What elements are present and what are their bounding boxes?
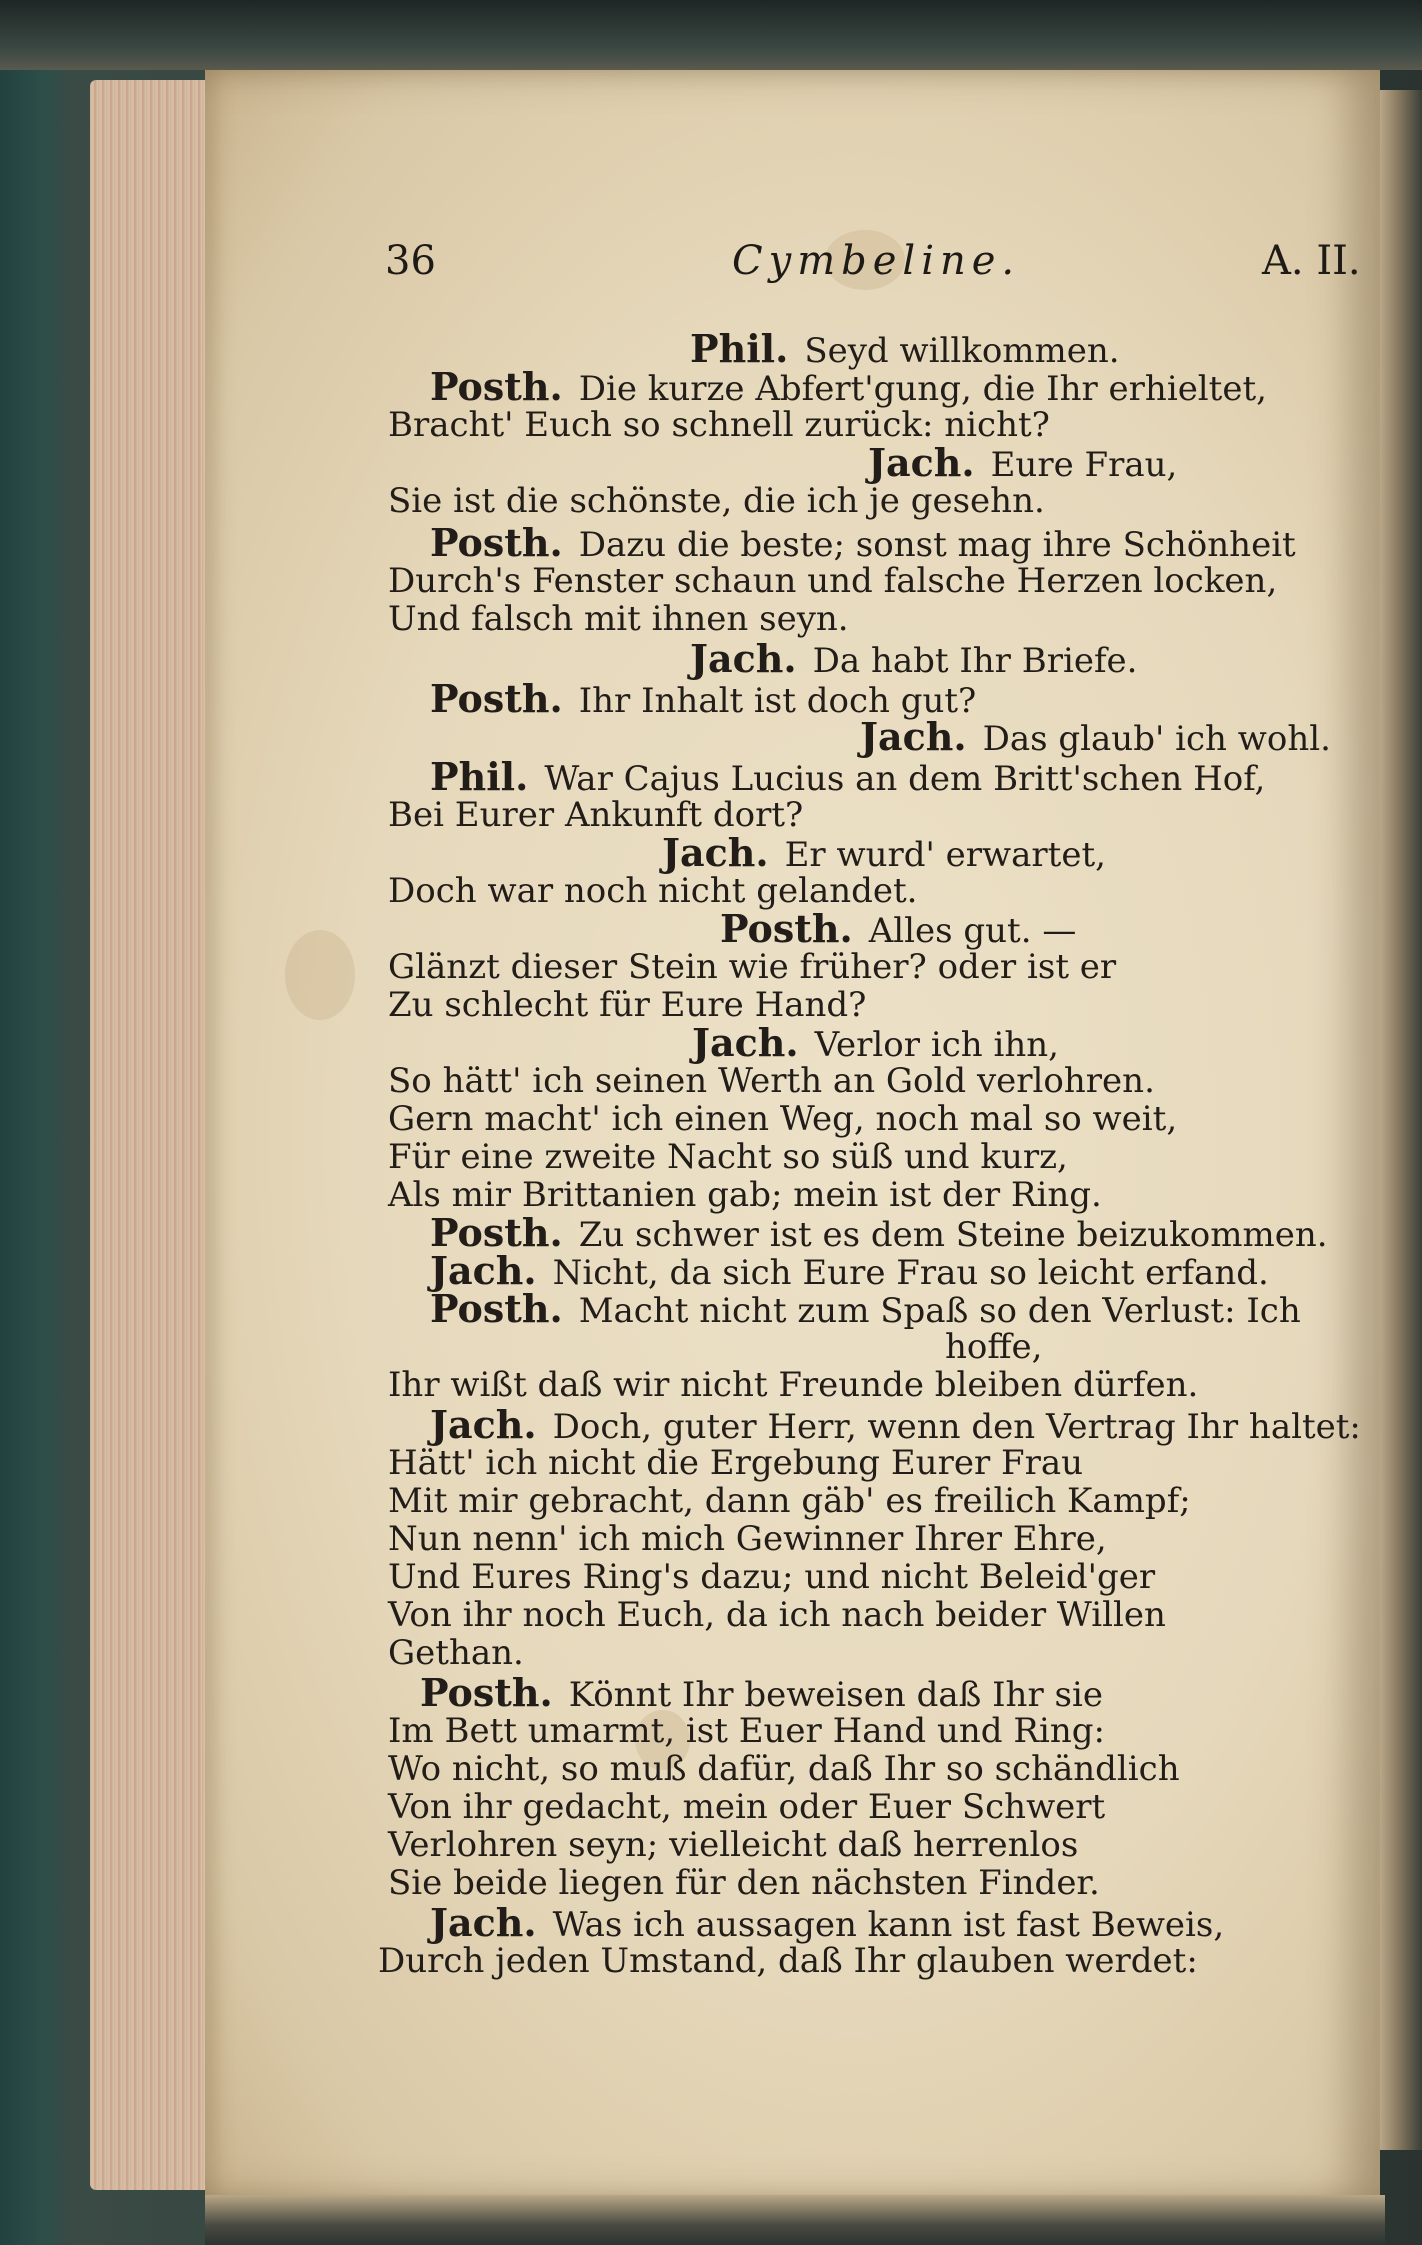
line-text: Glänzt dieser Stein wie früher? oder ist er (388, 947, 1117, 987)
line-text: Nicht, da sich Eure Frau so leicht erfand. (552, 1253, 1269, 1293)
dialogue-line (388, 1520, 1107, 1558)
line-text: Dazu die beste; sonst mag ihre Schönheit (578, 525, 1296, 565)
dialogue-line (388, 1444, 1083, 1482)
dialogue-line (388, 1634, 524, 1672)
book-cover-top (0, 0, 1422, 70)
speaker-name: Jach. (662, 830, 769, 875)
line-text: Zu schwer ist es dem Steine beizukommen. (578, 1215, 1328, 1255)
dialogue-line (388, 482, 1045, 520)
page-edges (90, 80, 220, 2190)
line-text: Nun nenn' ich mich Gewinner Ihrer Ehre, (388, 1519, 1107, 1559)
line-text: Könnt Ihr beweisen daß Ihr sie (568, 1675, 1103, 1715)
dialogue-line (388, 1138, 1068, 1176)
speaker-name: Jach. (692, 1020, 799, 1065)
dialogue-line (378, 1942, 1198, 1980)
dialogue-line (388, 1788, 1105, 1826)
book-bottom-edge (205, 2195, 1385, 2245)
speaker-name: Jach. (868, 440, 975, 485)
dialogue-line (690, 326, 1120, 371)
page-stain (285, 930, 355, 1020)
line-text: Die kurze Abfert'gung, die Ihr erhieltet, (578, 369, 1267, 409)
line-text: Ihr Inhalt ist doch gut? (578, 681, 977, 721)
dialogue-line (430, 1900, 1225, 1945)
line-text: Wo nicht, so muß dafür, daß Ihr so schändlich (388, 1749, 1180, 1789)
line-text: Und falsch mit ihnen seyn. (388, 599, 849, 639)
speaker-name: Jach. (430, 1402, 537, 1447)
line-text: Und Eures Ring's dazu; und nicht Beleid'ger (388, 1557, 1156, 1597)
dialogue-line (868, 440, 1178, 485)
line-text: Mit mir gebracht, dann gäb' es freilich Kampf; (388, 1481, 1191, 1521)
line-text: Doch war noch nicht gelandet. (388, 871, 918, 911)
dialogue-line (430, 1286, 1301, 1331)
dialogue-line (388, 1864, 1100, 1902)
dialogue-line (388, 1596, 1166, 1634)
act-label: A. II. (1262, 238, 1361, 284)
line-text: Von ihr gedacht, mein oder Euer Schwert (388, 1787, 1106, 1827)
speaker-name: Phil. (430, 754, 529, 799)
line-text: Hätt' ich nicht die Ergebung Eurer Frau (388, 1443, 1084, 1483)
line-text: Was ich aussagen kann ist fast Beweis, (552, 1905, 1225, 1945)
speaker-name: Posth. (420, 1670, 553, 1715)
line-text: Doch, guter Herr, wenn den Vertrag Ihr haltet: (552, 1407, 1361, 1447)
dialogue-line (420, 1670, 1103, 1715)
dialogue-line (388, 1100, 1177, 1138)
speaker-name: Jach. (430, 1248, 537, 1293)
speaker-name: Jach. (430, 1900, 537, 1945)
line-text: Im Bett umarmt, ist Euer Hand und Ring: (388, 1711, 1105, 1751)
dialogue-line (388, 1062, 1155, 1100)
line-text: Für eine zweite Nacht so süß und kurz, (388, 1137, 1068, 1177)
dialogue-line (388, 1750, 1180, 1788)
line-text: Das glaub' ich wohl. (982, 719, 1331, 759)
speaker-name: Jach. (860, 714, 967, 759)
dialogue-line (662, 830, 1106, 875)
running-title: Cymbeline. (732, 238, 1021, 284)
dialogue-line (692, 1020, 1059, 1065)
speaker-name: Posth. (430, 1210, 563, 1255)
dialogue-line (388, 986, 866, 1024)
line-text: Da habt Ihr Briefe. (812, 641, 1138, 681)
dialogue-line (388, 1366, 1198, 1404)
dialogue-line (860, 714, 1331, 759)
speaker-name: Phil. (690, 326, 789, 371)
line-text: Eure Frau, (990, 445, 1178, 485)
line-text: Als mir Brittanien gab; mein ist der Ring. (388, 1175, 1102, 1215)
dialogue-line (388, 1558, 1155, 1596)
dialogue-line (388, 562, 1277, 600)
line-text: Gethan. (388, 1633, 524, 1673)
dialogue-line (945, 1328, 1042, 1366)
line-text: Sie beide liegen für den nächsten Finder. (388, 1863, 1100, 1903)
line-text: Durch's Fenster schaun und falsche Herzen locken, (388, 561, 1278, 601)
dialogue-line (388, 406, 1050, 444)
line-text: Ihr wißt daß wir nicht Freunde bleiben dürfen. (388, 1365, 1199, 1405)
page-number: 36 (385, 238, 436, 284)
dialogue-line (430, 520, 1296, 565)
speaker-name: Posth. (430, 364, 563, 409)
dialogue-line (388, 1176, 1102, 1214)
line-text: Sie ist die schönste, die ich je gesehn. (388, 481, 1045, 521)
line-text: So hätt' ich seinen Werth an Gold verlohren. (388, 1061, 1155, 1101)
dialogue-line (430, 754, 1266, 799)
next-page-edge (1380, 90, 1422, 2150)
line-text: Alles gut. — (868, 911, 1077, 951)
line-text: hoffe, (945, 1327, 1043, 1367)
line-text: Gern macht' ich einen Weg, noch mal so weit, (388, 1099, 1178, 1139)
line-text: War Cajus Lucius an dem Britt'schen Hof, (544, 759, 1266, 799)
running-header (0, 238, 1422, 298)
speaker-name: Jach. (690, 636, 797, 681)
dialogue-line (430, 1402, 1361, 1447)
line-text: Durch jeden Umstand, daß Ihr glauben werdet: (378, 1941, 1198, 1981)
line-text: Von ihr noch Euch, da ich nach beider Willen (388, 1595, 1166, 1635)
line-text: Verlohren seyn; vielleicht daß herrenlos (388, 1825, 1079, 1865)
dialogue-line (388, 1826, 1078, 1864)
dialogue-line (430, 364, 1267, 409)
dialogue-line (388, 600, 849, 638)
dialogue-line (690, 636, 1138, 681)
line-text: Seyd willkommen. (804, 331, 1120, 371)
line-text: Zu schlecht für Eure Hand? (388, 985, 867, 1025)
speaker-name: Posth. (430, 520, 563, 565)
dialogue-line (388, 796, 803, 834)
dialogue-line (388, 872, 918, 910)
line-text: Verlor ich ihn, (814, 1025, 1059, 1065)
dialogue-line (388, 948, 1116, 986)
line-text: Bracht' Euch so schnell zurück: nicht? (388, 405, 1050, 445)
dialogue-line (388, 1712, 1105, 1750)
dialogue-line (720, 906, 1077, 951)
dialogue-line (388, 1482, 1191, 1520)
line-text: Bei Eurer Ankunft dort? (388, 795, 804, 835)
dialogue-line (430, 1210, 1328, 1255)
line-text: Er wurd' erwartet, (784, 835, 1106, 875)
speaker-name: Posth. (430, 1286, 563, 1331)
speaker-name: Posth. (720, 906, 853, 951)
speaker-name: Posth. (430, 676, 563, 721)
line-text: Macht nicht zum Spaß so den Verlust: Ich (578, 1291, 1301, 1331)
